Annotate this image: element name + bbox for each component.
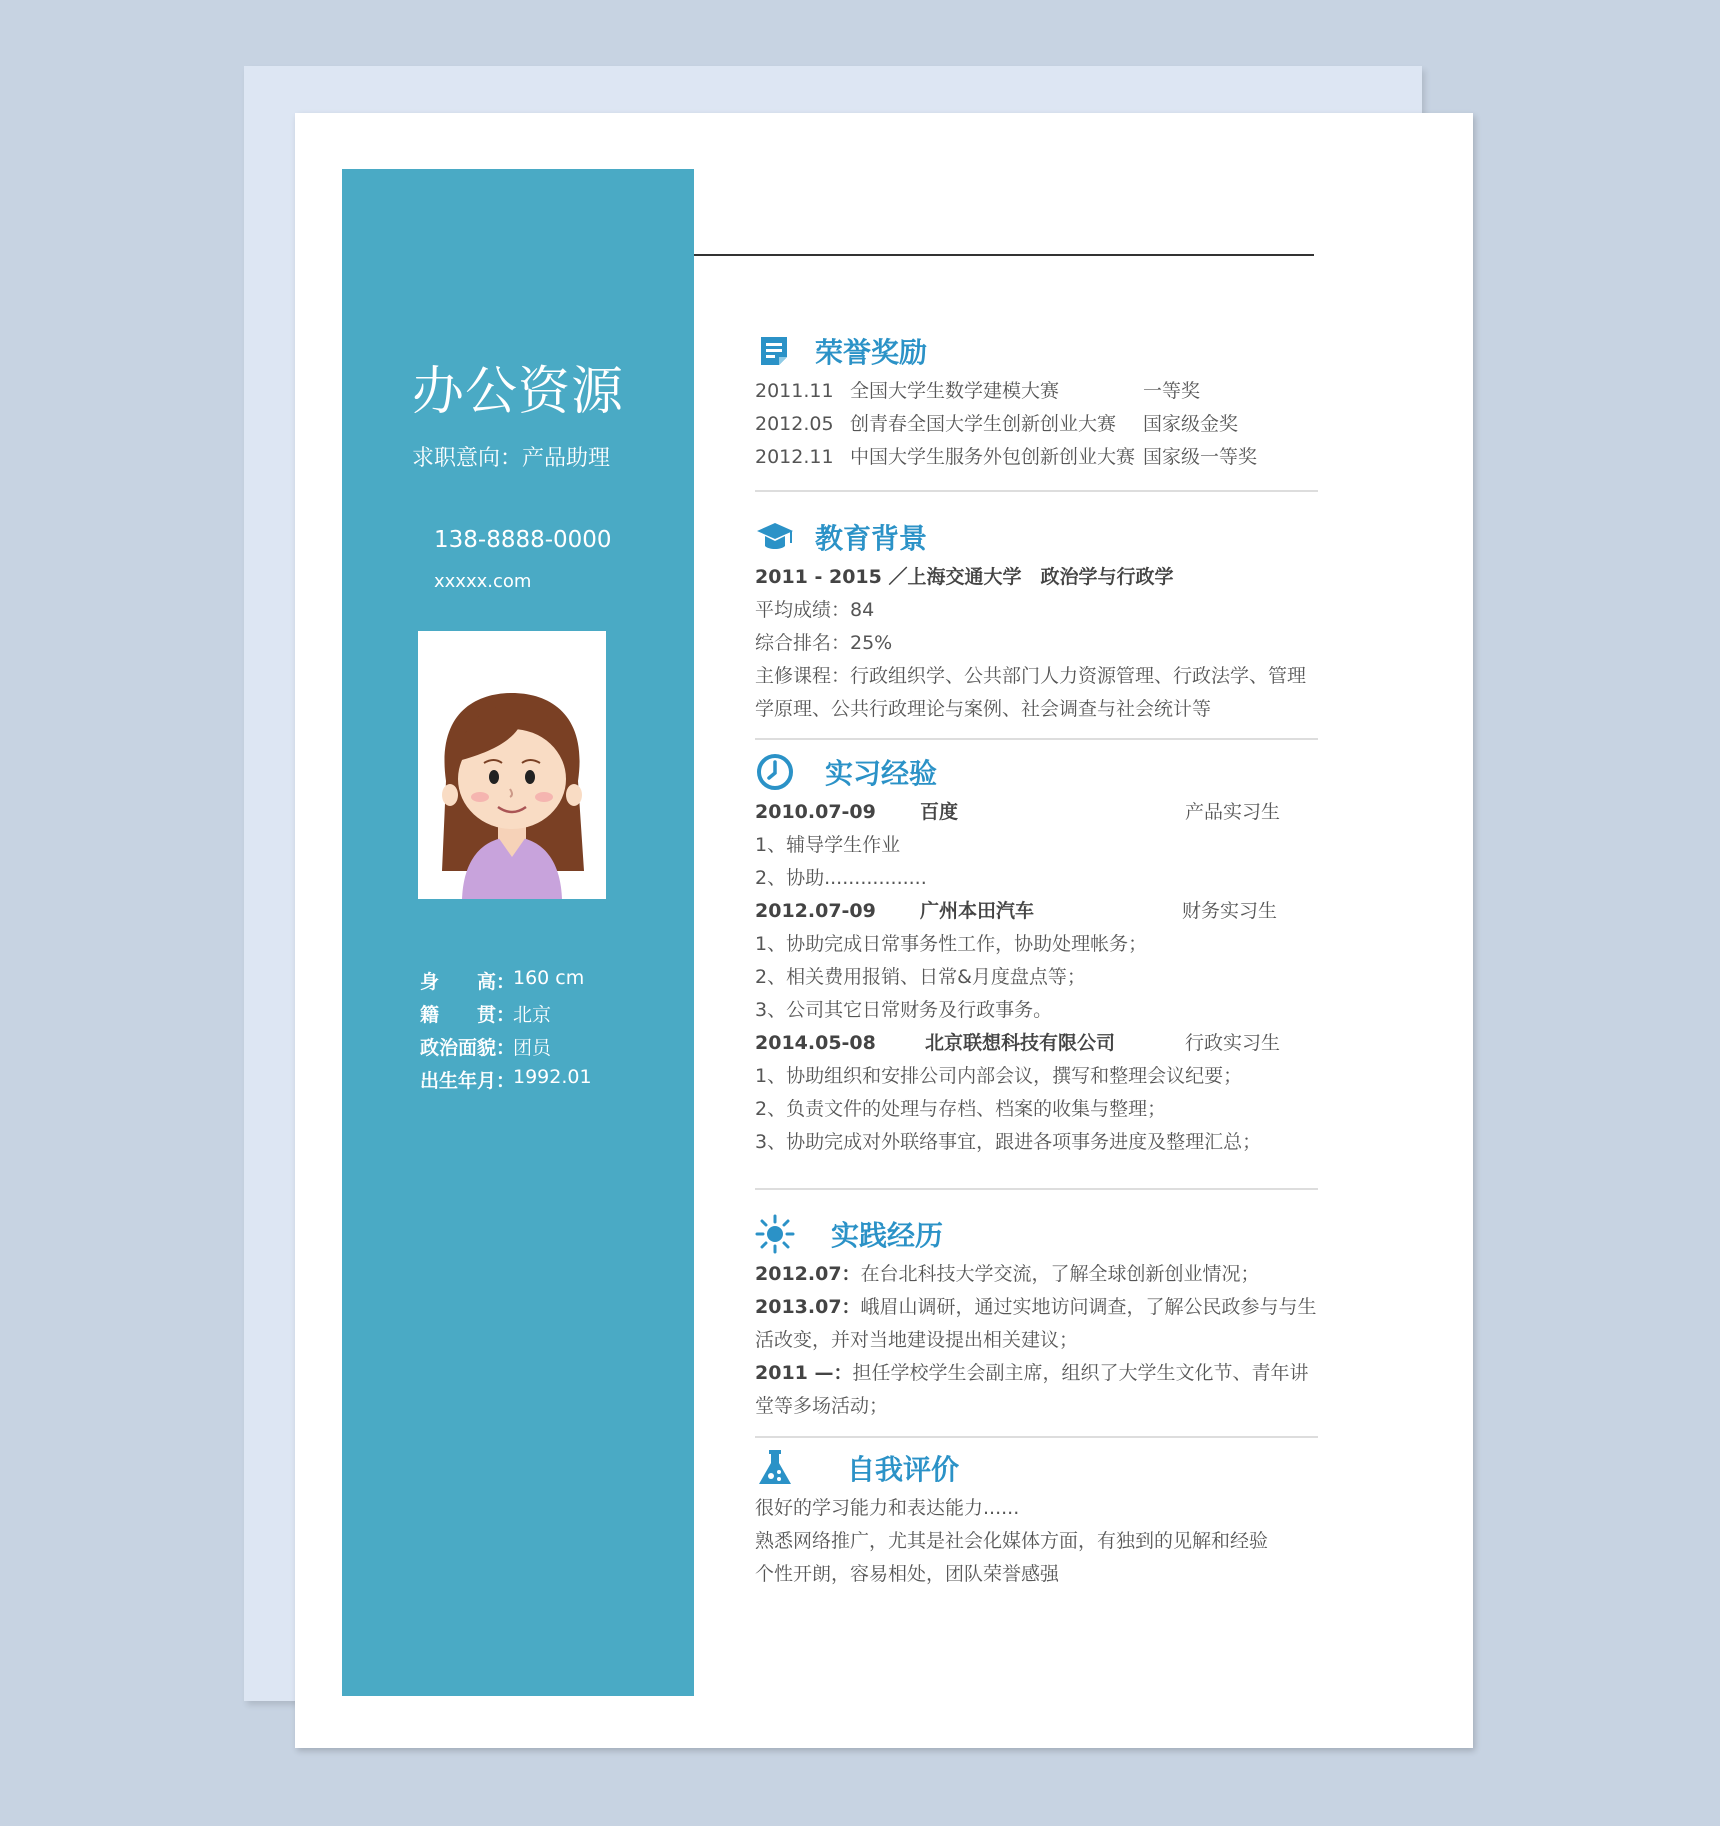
job-role: 产品实习生 — [1185, 801, 1281, 823]
award-date: 2011.11 — [755, 380, 834, 402]
education-courses: 主修课程：行政组织学、公共部门人力资源管理、行政法学、管理学原理、公共行政理论与案例、社会调查与社会统计等 — [755, 665, 1307, 720]
avatar-illustration — [418, 631, 606, 899]
fact-value: 团员 — [513, 1037, 552, 1059]
job-header — [755, 796, 1318, 829]
section-header — [755, 1448, 1318, 1488]
education-rank: 综合排名：25% — [755, 632, 893, 654]
fact-value: 1992.01 — [513, 1066, 592, 1088]
award-level: 一等奖 — [1143, 380, 1201, 402]
fact-value: 160 cm — [513, 967, 585, 989]
education-gpa: 平均成绩：84 — [755, 599, 875, 621]
job-company: 北京联想科技有限公司 — [925, 1032, 1116, 1054]
phone-number: 138-8888-0000 — [434, 527, 612, 553]
section-header — [755, 331, 1318, 371]
practice-date: 2012.07： — [755, 1263, 861, 1285]
section-header — [755, 752, 1318, 792]
section-divider — [755, 490, 1318, 492]
avatar-photo — [418, 631, 606, 899]
clock-icon — [755, 752, 795, 792]
job-date: 2010.07-09 — [755, 801, 876, 823]
section-practice — [755, 1214, 1318, 1423]
job-duty: 1、协助组织和安排公司内部会议，撰写和整理会议纪要； — [755, 1065, 1243, 1087]
document-icon — [755, 331, 795, 371]
practice-item — [755, 1258, 1318, 1291]
job-company: 广州本田汽车 — [920, 900, 1035, 922]
award-date: 2012.11 — [755, 446, 834, 468]
flask-icon — [755, 1448, 795, 1488]
fact-label: 籍 贯： — [420, 1004, 516, 1026]
fact-hometown — [420, 1000, 592, 1033]
job-duty: 3、公司其它日常财务及行政事务。 — [755, 999, 1053, 1021]
self-eval-line: 熟悉网络推广，尤其是社会化媒体方面，有独到的见解和经验 — [755, 1530, 1269, 1552]
job-duty: 3、协助完成对外联络事宜，跟进各项事务进度及整理汇总； — [755, 1131, 1262, 1153]
fact-birth-date — [420, 1066, 592, 1099]
section-title: 实践经历 — [831, 1219, 944, 1252]
personal-facts — [420, 967, 592, 1099]
header-rule — [694, 254, 1314, 256]
job-intent: 求职意向：产品助理 — [412, 446, 611, 471]
award-row — [755, 375, 1318, 408]
section-divider — [755, 1188, 1318, 1190]
self-eval-line: 很好的学习能力和表达能力...... — [755, 1497, 1020, 1519]
job-duty: 2、协助................. — [755, 867, 927, 889]
section-header — [755, 1214, 1318, 1254]
section-awards — [755, 331, 1318, 474]
fact-political-status — [420, 1033, 592, 1066]
practice-text: 峨眉山调研，通过实地访问调查，了解公民政参与与生活改变，并对当地建设提出相关建议； — [755, 1296, 1317, 1351]
job-header — [755, 895, 1318, 928]
job-duty: 1、协助完成日常事务性工作，协助处理帐务； — [755, 933, 1148, 955]
job-header — [755, 1027, 1318, 1060]
education-header: 2011 - 2015 ／上海交通大学 政治学与行政学 — [755, 566, 1174, 588]
practice-date: 2011 —： — [755, 1362, 853, 1384]
profile-sidebar — [342, 169, 694, 1696]
job-date: 2014.05-08 — [755, 1032, 876, 1054]
award-name: 中国大学生服务外包创新创业大赛 — [850, 446, 1136, 468]
job-duty: 2、负责文件的处理与存档、档案的收集与整理； — [755, 1098, 1167, 1120]
award-date: 2012.05 — [755, 413, 834, 435]
award-row — [755, 408, 1318, 441]
job-company: 百度 — [920, 801, 959, 823]
sun-icon — [755, 1214, 795, 1254]
section-title: 自我评价 — [847, 1453, 960, 1486]
practice-date: 2013.07： — [755, 1296, 861, 1318]
job-duty: 2、相关费用报销、日常&月度盘点等； — [755, 966, 1086, 988]
email-address: xxxxx.com — [434, 571, 532, 592]
award-name: 创青春全国大学生创新创业大赛 — [850, 413, 1117, 435]
award-name: 全国大学生数学建模大赛 — [850, 380, 1060, 402]
section-title: 教育背景 — [815, 522, 928, 555]
section-title: 荣誉奖励 — [815, 336, 928, 369]
fact-label: 政治面貌： — [420, 1037, 516, 1059]
award-level: 国家级金奖 — [1143, 413, 1239, 435]
section-title: 实习经验 — [825, 757, 938, 790]
fact-label: 出生年月： — [420, 1070, 516, 1092]
job-duty: 1、辅导学生作业 — [755, 834, 901, 856]
section-header — [755, 517, 1318, 557]
resume-page — [295, 113, 1473, 1748]
section-self-evaluation — [755, 1448, 1318, 1591]
section-divider — [755, 1436, 1318, 1438]
section-education — [755, 517, 1318, 726]
award-row — [755, 441, 1318, 474]
graduation-cap-icon — [755, 517, 795, 557]
section-divider — [755, 738, 1318, 740]
award-level: 国家级一等奖 — [1143, 446, 1258, 468]
self-eval-line: 个性开朗，容易相处，团队荣誉感强 — [755, 1563, 1060, 1585]
fact-label: 身 高： — [420, 971, 516, 993]
section-internships — [755, 752, 1318, 1159]
job-date: 2012.07-09 — [755, 900, 876, 922]
practice-text: 在台北科技大学交流，了解全球创新创业情况； — [860, 1263, 1260, 1285]
job-role: 财务实习生 — [1182, 900, 1278, 922]
fact-value: 北京 — [513, 1004, 552, 1026]
job-role: 行政实习生 — [1185, 1032, 1281, 1054]
fact-height — [420, 967, 592, 1000]
practice-text: 担任学校学生会副主席，组织了大学生文化节、青年讲堂等多场活动； — [755, 1362, 1309, 1417]
practice-item — [755, 1291, 1318, 1357]
practice-item — [755, 1357, 1318, 1423]
candidate-name: 办公资源 — [411, 362, 624, 422]
